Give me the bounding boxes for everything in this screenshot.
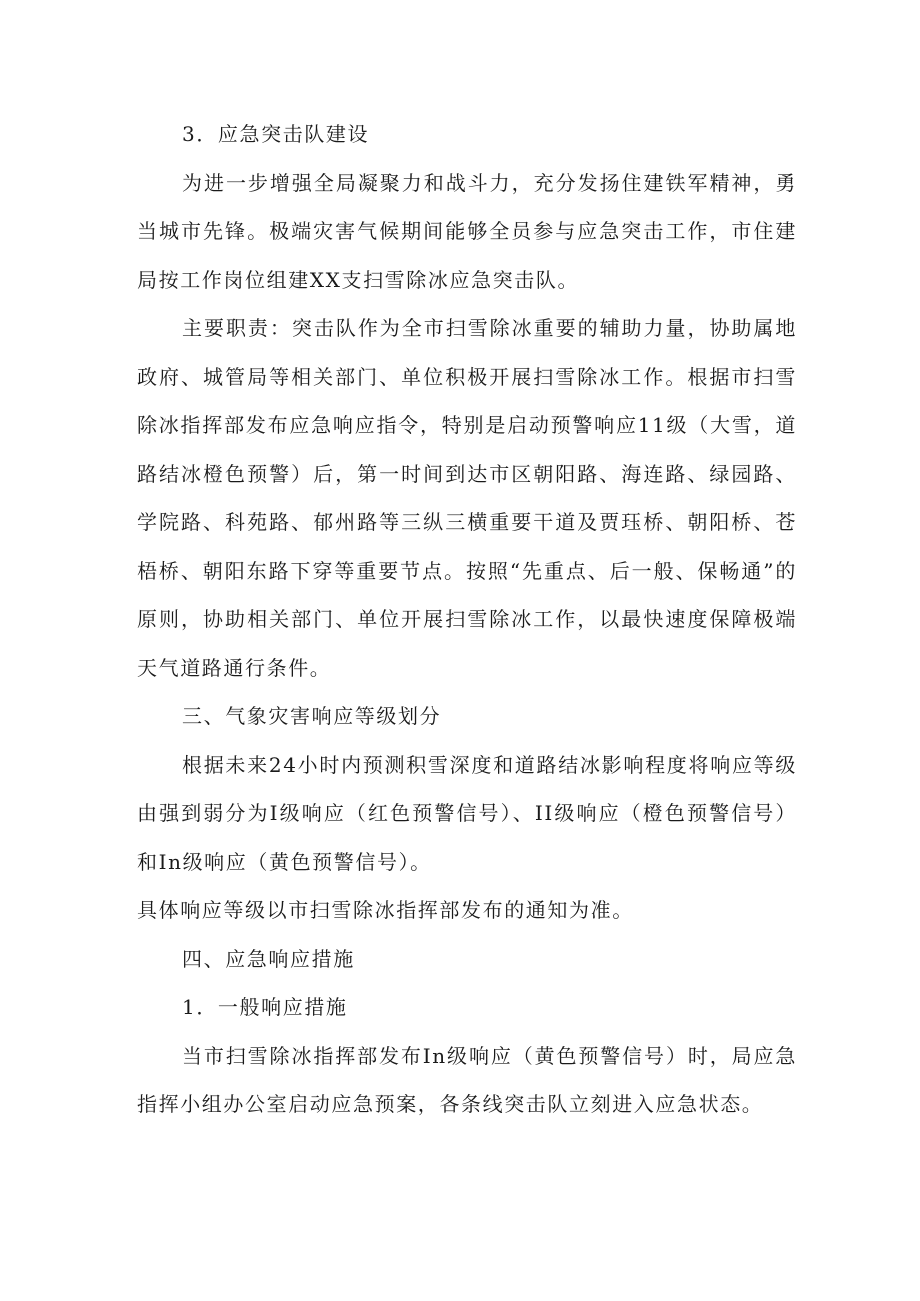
paragraph-level-division: 根据未来24小时内预测积雪深度和道路结冰影响程度将响应等级由强到弱分为Ⅰ级响应（红色预警信号）、II级响应（橙色预警信号）和In级响应（黄色预警信号）。 [137, 752, 797, 874]
paragraph-general-measures: 当市扫雪除冰指挥部发布In级响应（黄色预警信号）时，局应急指挥小组办公室启动应急预案，各条线突击队立刻进入应急状态。 [137, 1043, 797, 1116]
heading-response-levels: 三、气象灾害响应等级划分 [182, 704, 442, 728]
document-body [137, 110, 797, 1129]
heading-response-measures: 四、应急响应措施 [182, 946, 355, 971]
heading-emergency-team: 3．应急突击队建设 [182, 122, 370, 146]
heading-general-measures: 1．一般响应措施 [182, 995, 348, 1019]
paragraph-level-notice: 具体响应等级以市扫雪除冰指挥部发布的通知为准。 [137, 898, 634, 922]
paragraph-team-purpose: 为进一步增强全局凝聚力和战斗力，充分发扬住建铁军精神，勇当城市先锋。极端灾害气候期间能够全员参与应急突击工作，市住建局按工作岗位组建XX支扫雪除冰应急突击队。 [137, 170, 797, 292]
paragraph-main-duties: 主要职责：突击队作为全市扫雪除冰重要的辅助力量，协助属地政府、城管局等相关部门、单位积极开展扫雪除冰工作。根据市扫雪除冰指挥部发布应急响应指令，特别是启动预警响应11级（大雪，道路结冰橙色预警）后，第一时间到达市区朝阳路、海连路、绿园路、学院路、科苑路、郁州路等三纵三横重要干道及贾珏桥、朝阳桥、苍梧桥、朝阳东路下穿等重要节点。按照“先重点、后一般、保畅通”的原则，协助相关部门、单位开展扫雪除冰工作，以最快速度保障极端天气道路通行条件。 [137, 316, 797, 680]
